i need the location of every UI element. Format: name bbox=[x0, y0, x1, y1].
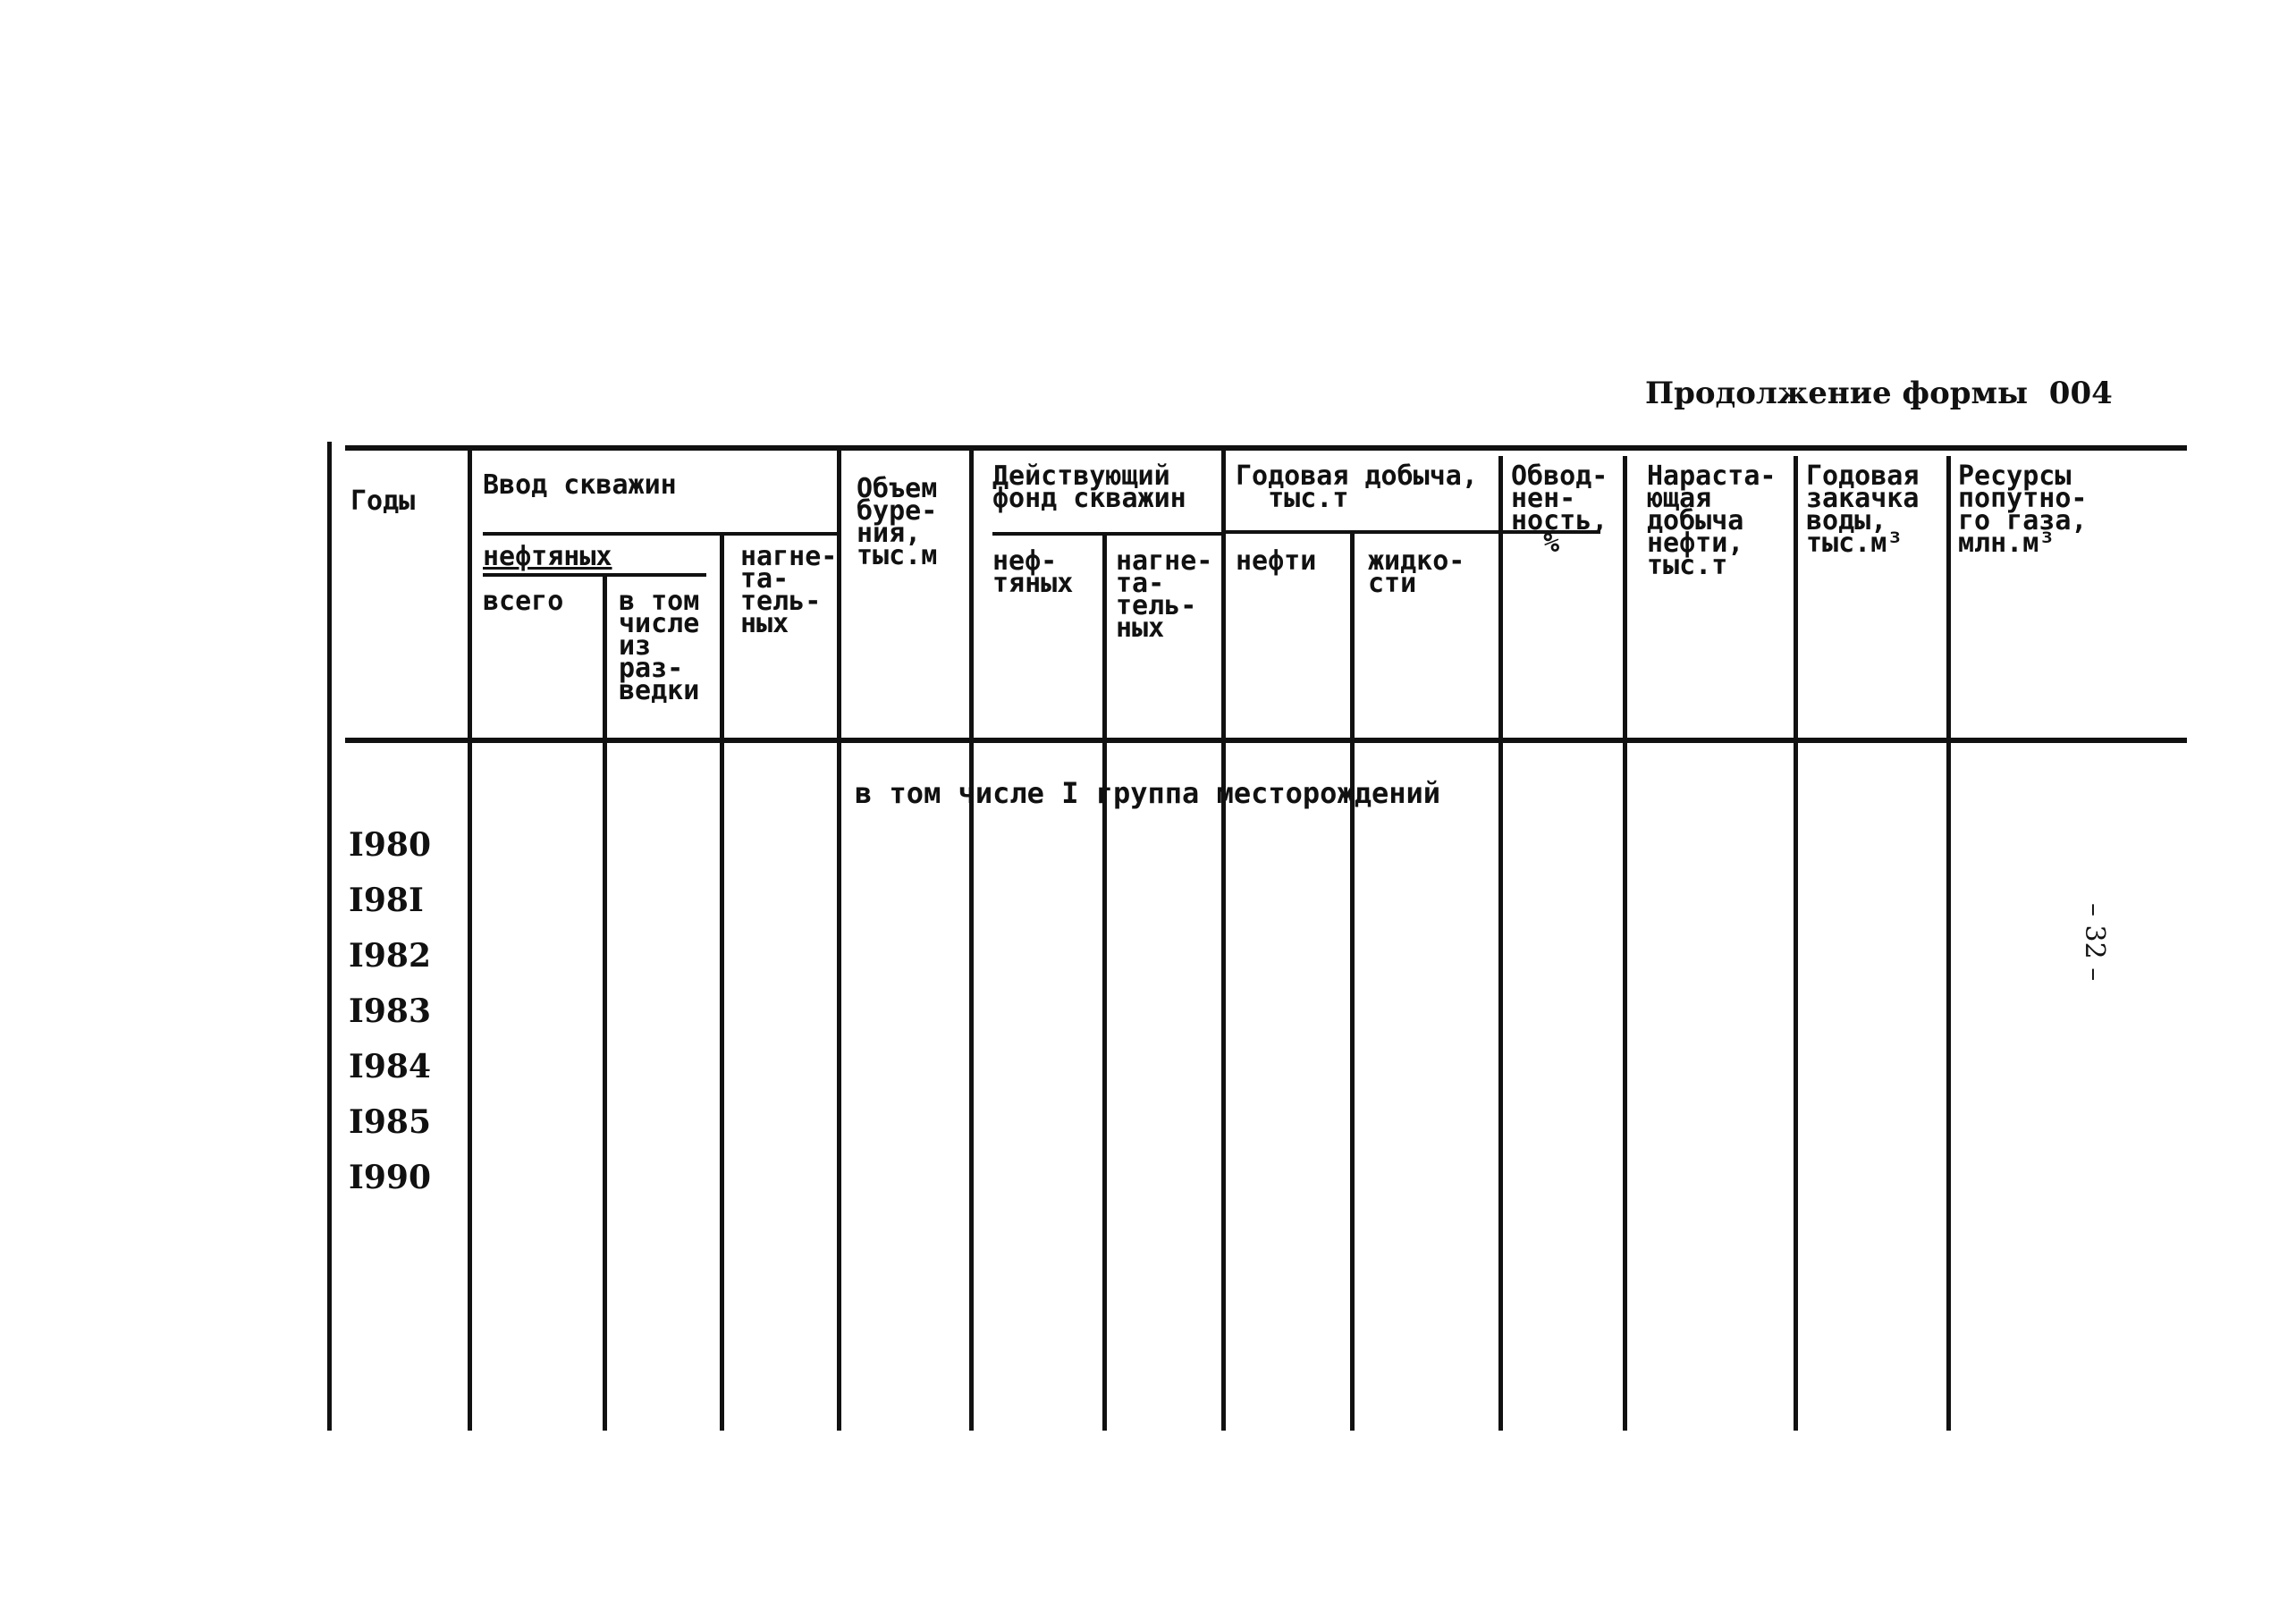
year-row: I984 bbox=[349, 1048, 431, 1085]
header-production-liquid: жидко- сти bbox=[1368, 545, 1465, 599]
header-cumulative-production: Нараста- ющая добыча нефти, тыс.т bbox=[1647, 460, 1777, 581]
header-total: всего bbox=[483, 586, 564, 617]
col-divider-injection bbox=[837, 445, 841, 1431]
group-label: в том числе I группа месторождений bbox=[855, 776, 1441, 810]
year-row: I983 bbox=[349, 992, 431, 1030]
col-divider-years bbox=[468, 445, 472, 1431]
col-divider-exploration bbox=[720, 534, 724, 1431]
col-divider-annual-production bbox=[1498, 456, 1503, 1431]
col-divider-total bbox=[603, 575, 607, 1431]
header-bottom-border bbox=[345, 738, 2187, 743]
header-including-exploration: в том числе из раз- ведки bbox=[619, 586, 700, 706]
year-row: I982 bbox=[349, 937, 431, 975]
header-active-oil: неф- тяных bbox=[992, 545, 1074, 599]
col-divider-prod-oil bbox=[1350, 532, 1355, 1431]
year-row: I985 bbox=[349, 1103, 431, 1141]
header-oil-wells: нефтяных bbox=[483, 541, 612, 572]
header-water-cut: Обвод- нен- ность, % bbox=[1511, 460, 1608, 559]
header-years: Годы bbox=[350, 486, 416, 517]
input-wells-subheader-rule bbox=[483, 532, 840, 536]
active-fund-subheader-rule bbox=[992, 532, 1221, 536]
year-row: I980 bbox=[349, 826, 431, 864]
col-divider-active-fund bbox=[1221, 445, 1226, 1431]
col-divider-drilling bbox=[969, 445, 974, 1431]
col-divider-water-injection bbox=[1946, 456, 1951, 1431]
col-divider-cumulative bbox=[1794, 456, 1798, 1431]
header-production-oil: нефти bbox=[1236, 545, 1317, 577]
header-active-injection: нагне- та- тель- ных bbox=[1116, 545, 1213, 644]
oil-wells-subheader-rule bbox=[483, 573, 706, 577]
header-water-injection: Годовая закачка воды, тыс.м³ bbox=[1806, 460, 1920, 559]
form-continuation-title: Продолжение формы 004 bbox=[1645, 376, 2113, 411]
table-left-border bbox=[327, 442, 332, 1431]
page-number: – 32 – bbox=[2079, 903, 2110, 982]
header-active-fund: Действующий фонд скважин bbox=[992, 460, 1186, 514]
header-drilling-volume: Объем буре- ния, тыс.м bbox=[857, 473, 938, 571]
header-annual-production: Годовая добыча, тыс.т bbox=[1236, 460, 1478, 514]
header-gas-resources: Ресурсы попутно- го газа, млн.м³ bbox=[1958, 460, 2088, 559]
col-divider-active-oil bbox=[1102, 534, 1107, 1431]
year-row: I98I bbox=[349, 882, 424, 919]
header-injection-wells: нагне- та- тель- ных bbox=[740, 541, 838, 639]
year-row: I990 bbox=[349, 1159, 431, 1196]
col-divider-water-cut bbox=[1623, 456, 1627, 1431]
table-top-border bbox=[345, 445, 2187, 451]
header-input-wells: Ввод скважин bbox=[483, 469, 677, 501]
